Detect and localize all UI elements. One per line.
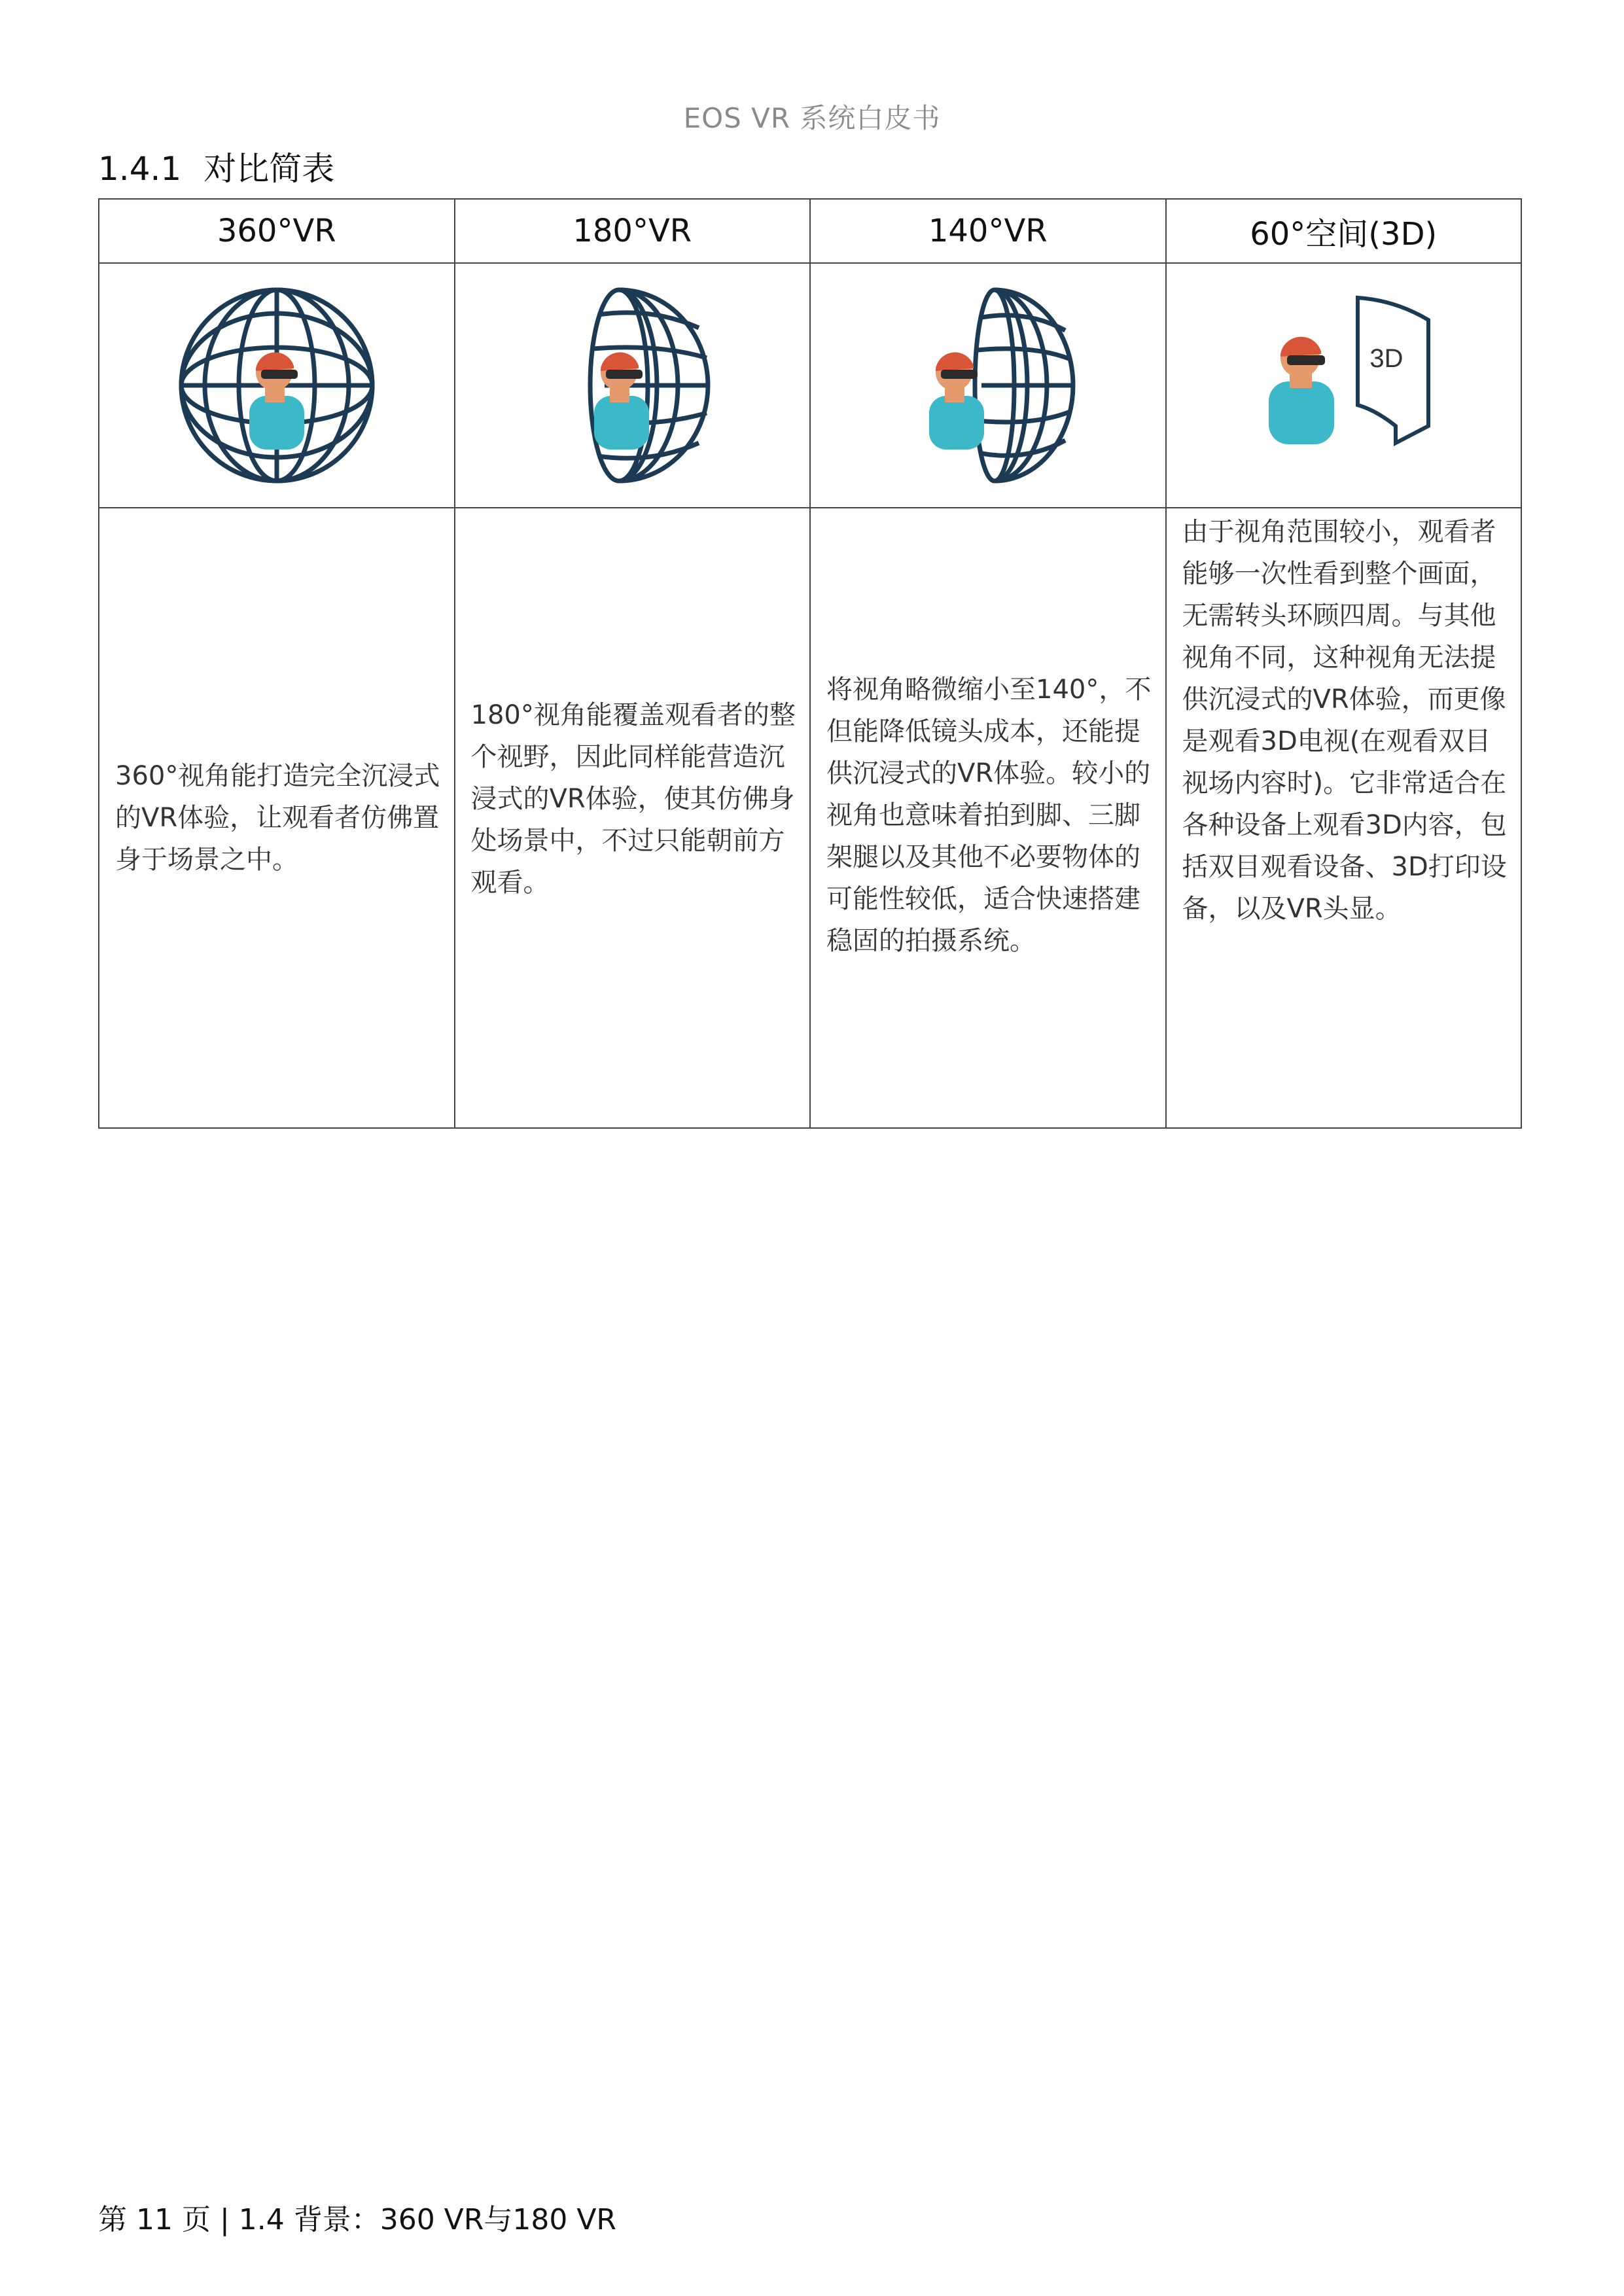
column-heading-3d: 60°空间(3D) xyxy=(1166,199,1522,263)
section-number: 1.4.1 xyxy=(98,150,182,188)
table-description-row xyxy=(99,508,1521,1128)
screen-3d-label: 3D xyxy=(1369,344,1403,373)
section-title-text: 对比简表 xyxy=(203,150,335,188)
section-heading xyxy=(98,143,334,190)
description-180: 180°视角能覆盖观看者的整个视野，因此同样能营造沉浸式的VR体验，使其仿佛身处场景中，不过只能朝前方观看。 xyxy=(470,700,796,898)
description-cell-360 xyxy=(99,508,455,1128)
comparison-table xyxy=(98,198,1522,1129)
hemisphere-180-icon xyxy=(527,281,737,490)
page-footer: 第 11 页 | 1.4 背景：360 VR与180 VR xyxy=(98,2203,616,2236)
description-cell-180 xyxy=(455,508,811,1128)
screen-3d-icon xyxy=(1239,281,1448,490)
description-140: 将视角略微缩小至140°，不但能降低镜头成本，还能提供沉浸式的VR体验。较小的视角也意味着拍到脚、三脚架腿以及其他不必要物体的可能性较低，适合快速搭建稳固的拍摄系统。 xyxy=(826,675,1152,956)
image-cell-140 xyxy=(810,263,1166,508)
column-heading-180: 180°VR xyxy=(455,199,811,263)
description-3d: 由于视角范围较小，观看者能够一次性看到整个画面，无需转头环顾四周。与其他视角不同，这种视角无法提供沉浸式的VR体验，而更像是观看3D电视(在观看双目视场内容时)。它非常适合在各种设备上观看3D内容，包括双目观看设备、3D打印设备，以及VR头显。 xyxy=(1182,517,1507,924)
image-cell-3d xyxy=(1166,263,1522,508)
description-360: 360°视角能打造完全沉浸式的VR体验，让观看者仿佛置身于场景之中。 xyxy=(115,761,440,875)
column-heading-140: 140°VR xyxy=(810,199,1166,263)
description-cell-140 xyxy=(810,508,1166,1128)
image-cell-180 xyxy=(455,263,811,508)
column-heading-360: 360°VR xyxy=(99,199,455,263)
partial-sphere-140-icon xyxy=(883,281,1093,490)
image-cell-360 xyxy=(99,263,455,508)
sphere-360-icon xyxy=(172,281,381,490)
table-image-row xyxy=(99,263,1521,508)
description-cell-3d xyxy=(1166,508,1522,1128)
table-header-row xyxy=(99,199,1521,263)
page-header: EOS VR 系统白皮书 xyxy=(683,102,941,134)
